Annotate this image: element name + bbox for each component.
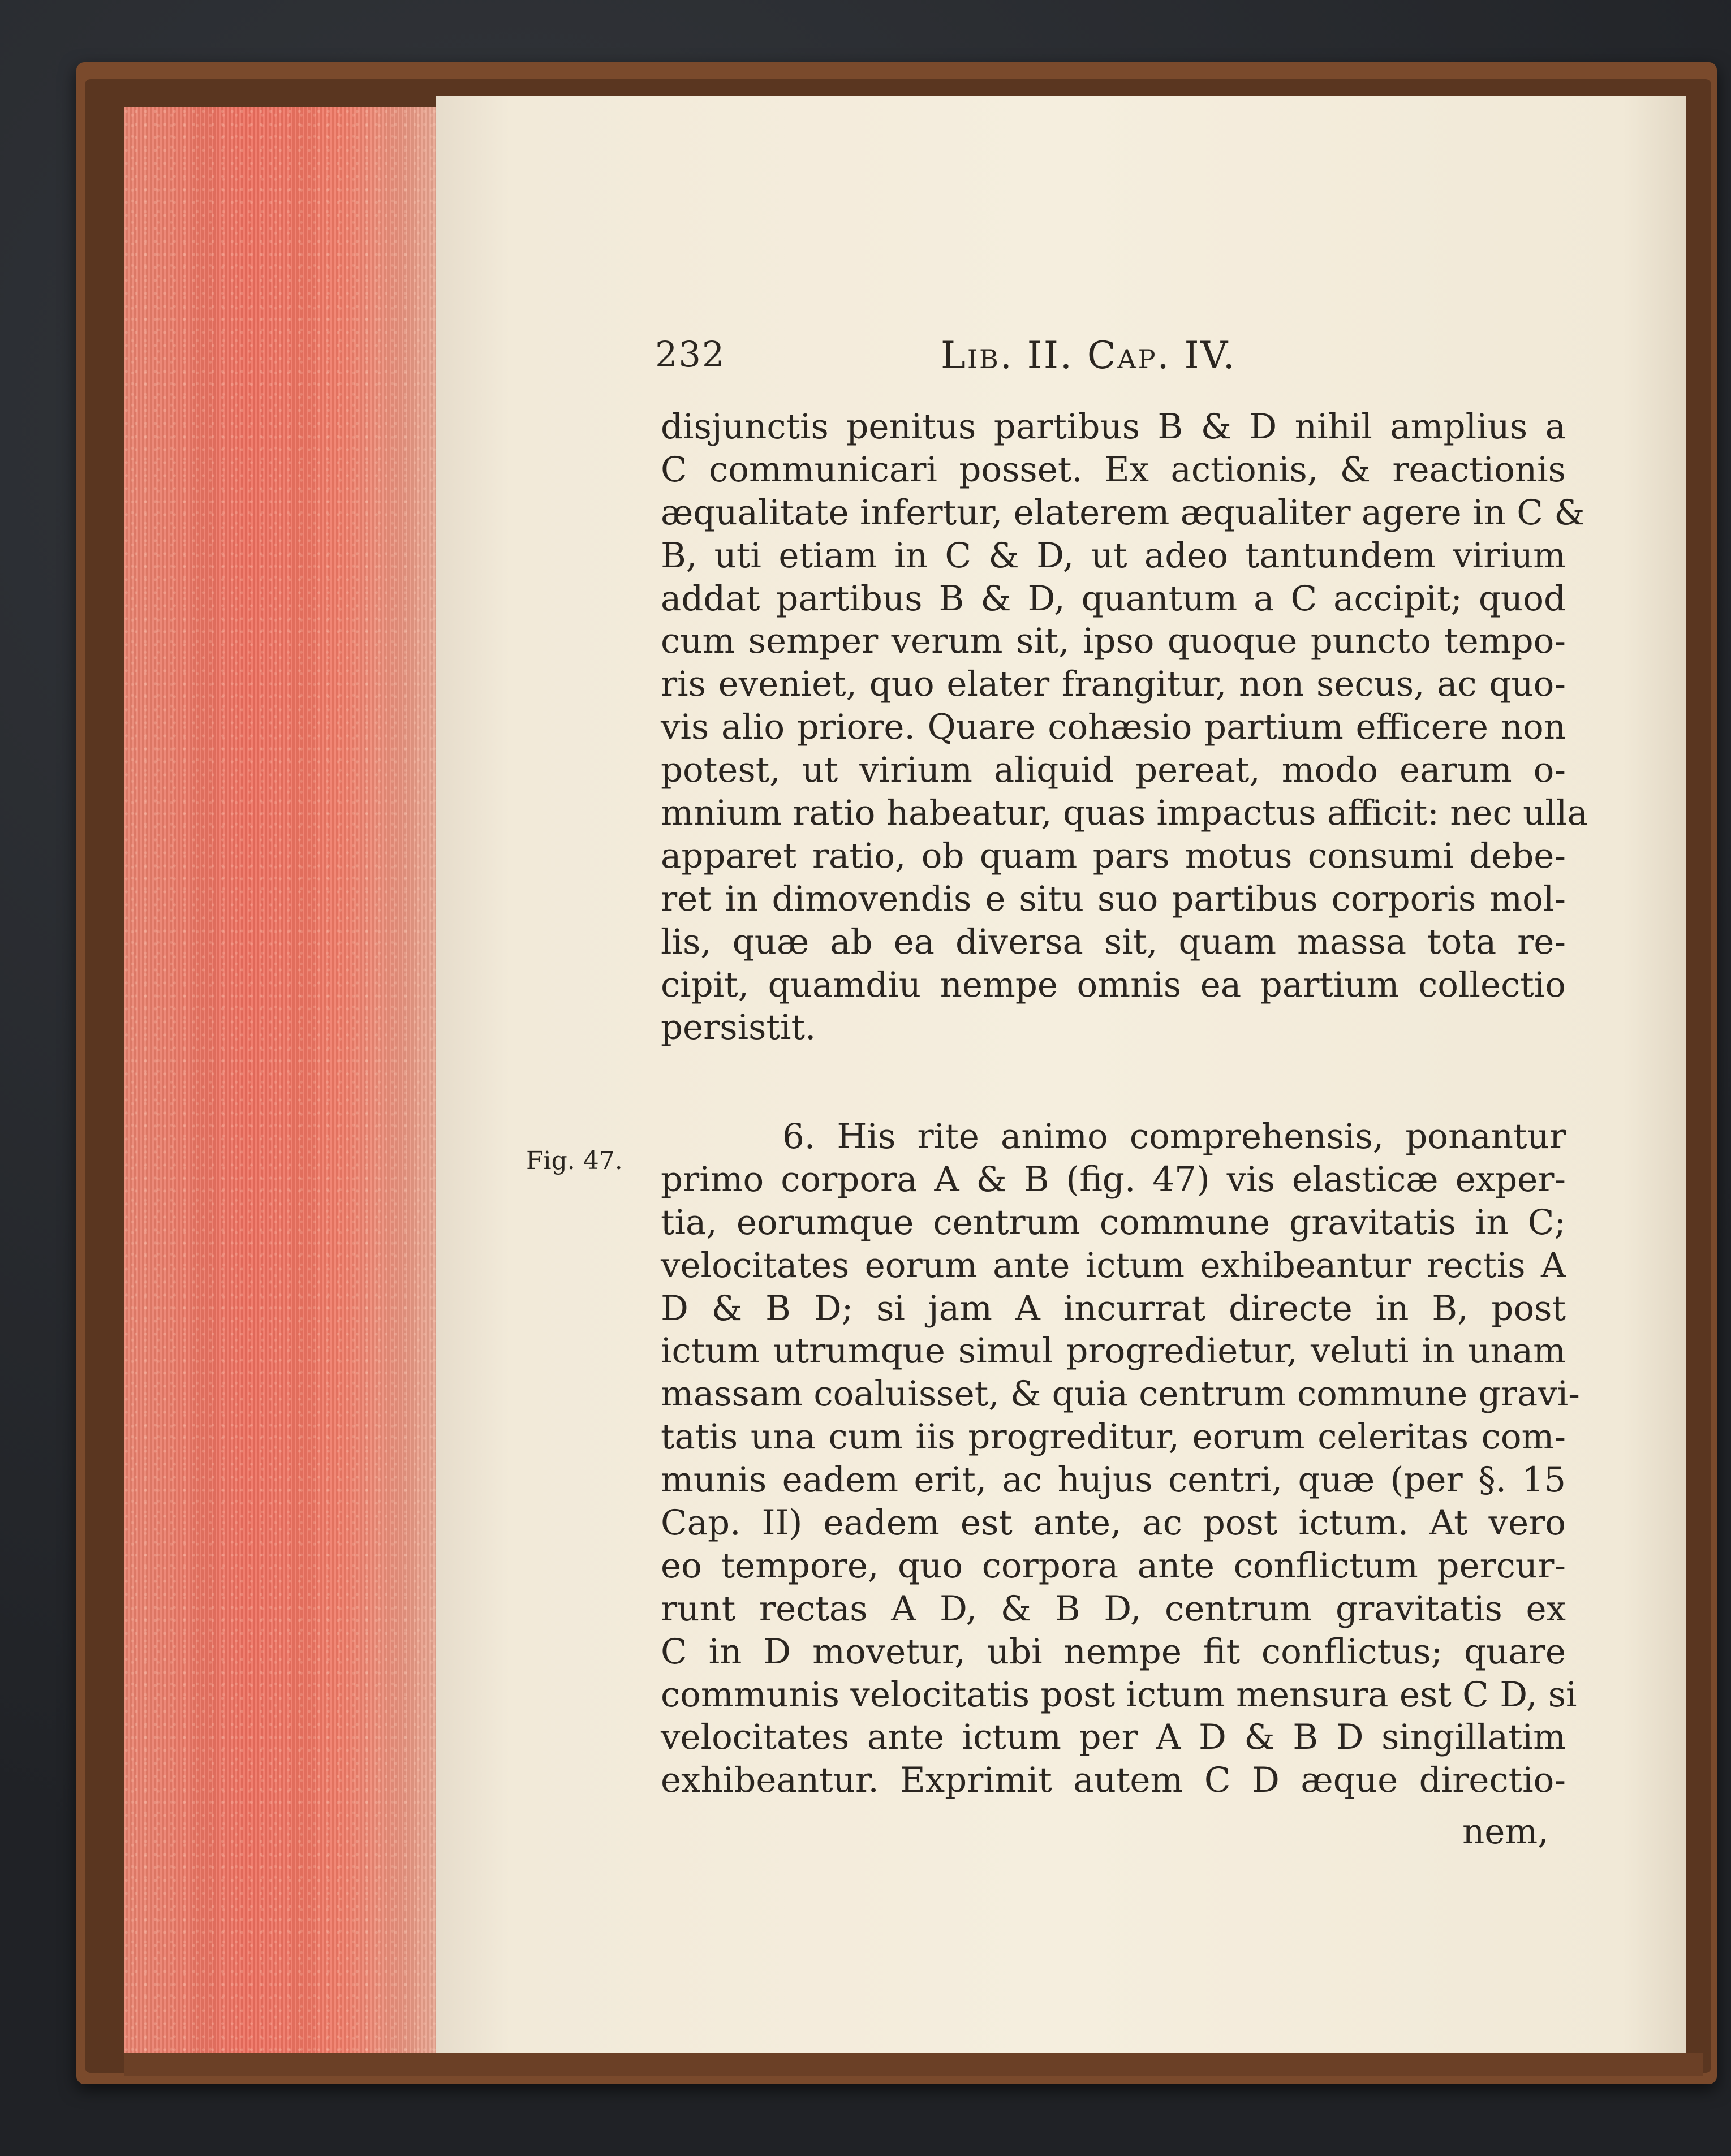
text-line: 6. His rite animo comprehensis, ponantur [782,1116,1566,1157]
page-number: 232 [655,334,726,375]
text-line: munis eadem erit, ac hujus centri, quæ (per §. 15 [661,1460,1566,1500]
text-line: tatis una cum iis progreditur, eorum celeritas com- [661,1417,1566,1458]
text-line: cipit, quamdiu nempe omnis ea partium collectio [661,964,1566,1005]
text-line: æqualitate infertur, elaterem æqualiter agere in C & [661,492,1585,533]
text-line: cum semper verum sit, ipso quoque puncto tempo- [661,621,1566,662]
catchword: nem, [1462,1812,1549,1852]
text-line: C communicari posset. Ex actionis, & reactionis [661,449,1566,490]
text-line: eo tempore, quo corpora ante conflictum percur- [661,1545,1566,1586]
text-line: B, uti etiam in C & D, ut adeo tantundem virium [661,535,1566,576]
text-line: vis alio priore. Quare cohæsio partium efficere non [661,707,1566,748]
figure-margin-note: Fig. 47. [526,1146,623,1175]
text-line: massam coaluisset, & quia centrum commune gravi- [661,1374,1580,1415]
page-header [655,334,1345,396]
text-line: D & B D; si jam A incurrat directe in B, post [661,1288,1566,1329]
text-line: tia, eorumque centrum commune gravitatis in C; [661,1202,1566,1243]
book-bottom-edge [124,2053,1703,2076]
text-line: apparet ratio, ob quam pars motus consumi debe- [661,835,1566,876]
text-line: potest, ut virium aliquid pereat, modo earum o- [661,750,1566,791]
text-line: ictum utrumque simul progredietur, veluti in unam [661,1331,1566,1372]
text-line: runt rectas A D, & B D, centrum gravitatis ex [661,1588,1566,1629]
text-line: ris eveniet, quo elater frangitur, non secus, ac quo- [661,664,1566,705]
text-line: disjunctis penitus partibus B & D nihil amplius a [661,407,1566,447]
paragraph-2 [661,1115,1580,1802]
paragraph-1 [661,406,1588,1049]
page-edges-red [124,107,436,2053]
text-line: velocitates eorum ante ictum exhibeantur rectis A [661,1245,1566,1286]
text-line: C in D movetur, ubi nempe fit conflictus; quare [661,1631,1566,1672]
text-line: exhibeantur. Exprimit autem C D æque directio- [661,1760,1566,1801]
text-line: velocitates ante ictum per A D & B D singillatim [661,1717,1566,1758]
text-line: communis velocitatis post ictum mensura est C D, si [661,1674,1577,1715]
text-line: persistit. [661,1007,816,1048]
text-line: ret in dimovendis e situ suo partibus corporis mol- [661,878,1566,919]
text-line: primo corpora A & B (fig. 47) vis elasticæ exper- [661,1159,1566,1200]
text-line: lis, quæ ab ea diversa sit, quam massa tota re- [661,921,1566,962]
text-line: addat partibus B & D, quantum a C accipit; quod [661,578,1566,619]
text-line: Cap. II) eadem est ante, ac post ictum. At vero [661,1503,1566,1543]
text-line: mnium ratio habeatur, quas impactus afficit: nec ulla [661,793,1588,834]
running-head: Lib. II. Cap. IV. [941,334,1237,377]
